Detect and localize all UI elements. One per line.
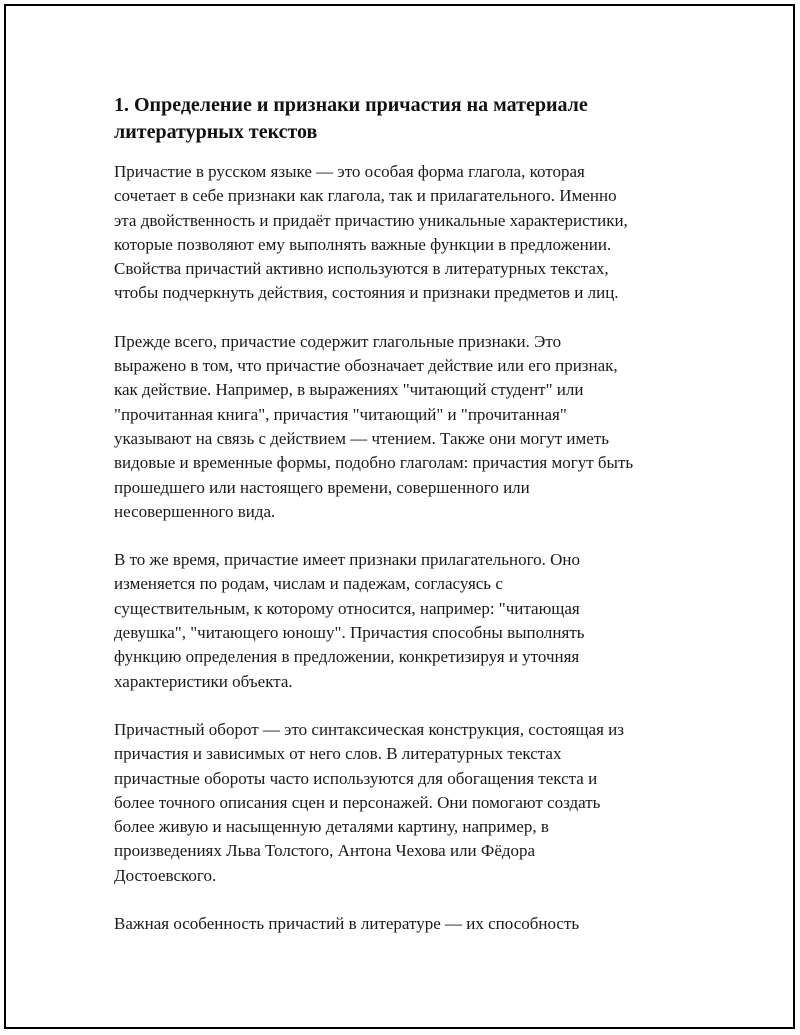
text-line: В то же время, причастие имеет признаки прилагательного. Оно xyxy=(114,550,580,570)
heading-line: 1. Определение и признаки причастия на материале xyxy=(114,94,588,116)
text-line: Свойства причастий активно используются в литературных текстах, xyxy=(114,259,609,279)
text-line: сочетает в себе признаки как глагола, так и прилагательного. Именно xyxy=(114,186,617,206)
text-line: "прочитанная книга", причастия "читающий" и "прочитанная" xyxy=(114,404,567,424)
text-line: Прежде всего, причастие содержит глагольные признаки. Это xyxy=(114,331,562,351)
paragraph-5 xyxy=(114,912,714,936)
text-line: Причастный оборот — это синтаксическая конструкция, состоящая из xyxy=(114,719,624,739)
text-line: несовершенного вида. xyxy=(114,501,276,521)
section-heading xyxy=(114,92,714,146)
text-line: произведениях Льва Толстого, Антона Чехова или Фёдора xyxy=(114,841,536,861)
text-line: которые позволяют ему выполнять важные функции в предложении. xyxy=(114,234,612,254)
paragraph-2 xyxy=(114,330,714,524)
document-body xyxy=(114,92,714,960)
text-line: более живую и насыщенную деталями картину, например, в xyxy=(114,817,549,837)
text-line: указывают на связь с действием — чтением. Также они могут иметь xyxy=(114,428,610,448)
text-line: функцию определения в предложении, конкретизируя и уточняя xyxy=(114,647,580,667)
paragraph-4 xyxy=(114,718,714,888)
text-line: причастные обороты часто используются для обогащения текста и xyxy=(114,768,598,788)
text-line: прошедшего или настоящего времени, совершенного или xyxy=(114,477,530,497)
text-line: Достоевского. xyxy=(114,865,217,885)
text-line: существительным, к которому относится, например: "читающая xyxy=(114,598,580,618)
text-line: выражено в том, что причастие обозначает действие или его признак, xyxy=(114,356,618,376)
text-line: более точного описания сцен и персонажей. Они помогают создать xyxy=(114,792,601,812)
paragraph-3 xyxy=(114,548,714,694)
text-line: причастия и зависимых от него слов. В литературных текстах xyxy=(114,744,562,764)
text-line: как действие. Например, в выражениях "читающий студент" или xyxy=(114,380,584,400)
text-line: изменяется по родам, числам и падежам, согласуясь с xyxy=(114,574,503,594)
text-line: чтобы подчеркнуть действия, состояния и признаки предметов и лиц. xyxy=(114,283,619,303)
heading-line: литературных текстов xyxy=(114,121,318,143)
text-line: Причастие в русском языке — это особая форма глагола, которая xyxy=(114,162,585,181)
text-line: видовые и временные формы, подобно глаголам: причастия могут быть xyxy=(114,453,634,473)
text-line: характеристики объекта. xyxy=(114,671,293,691)
text-line: эта двойственность и придаёт причастию уникальные характеристики, xyxy=(114,210,628,230)
paragraph-1 xyxy=(114,160,714,306)
text-line: Важная особенность причастий в литературе — их способность xyxy=(114,914,580,934)
text-line: девушка", "читающего юношу". Причастия способны выполнять xyxy=(114,623,585,643)
